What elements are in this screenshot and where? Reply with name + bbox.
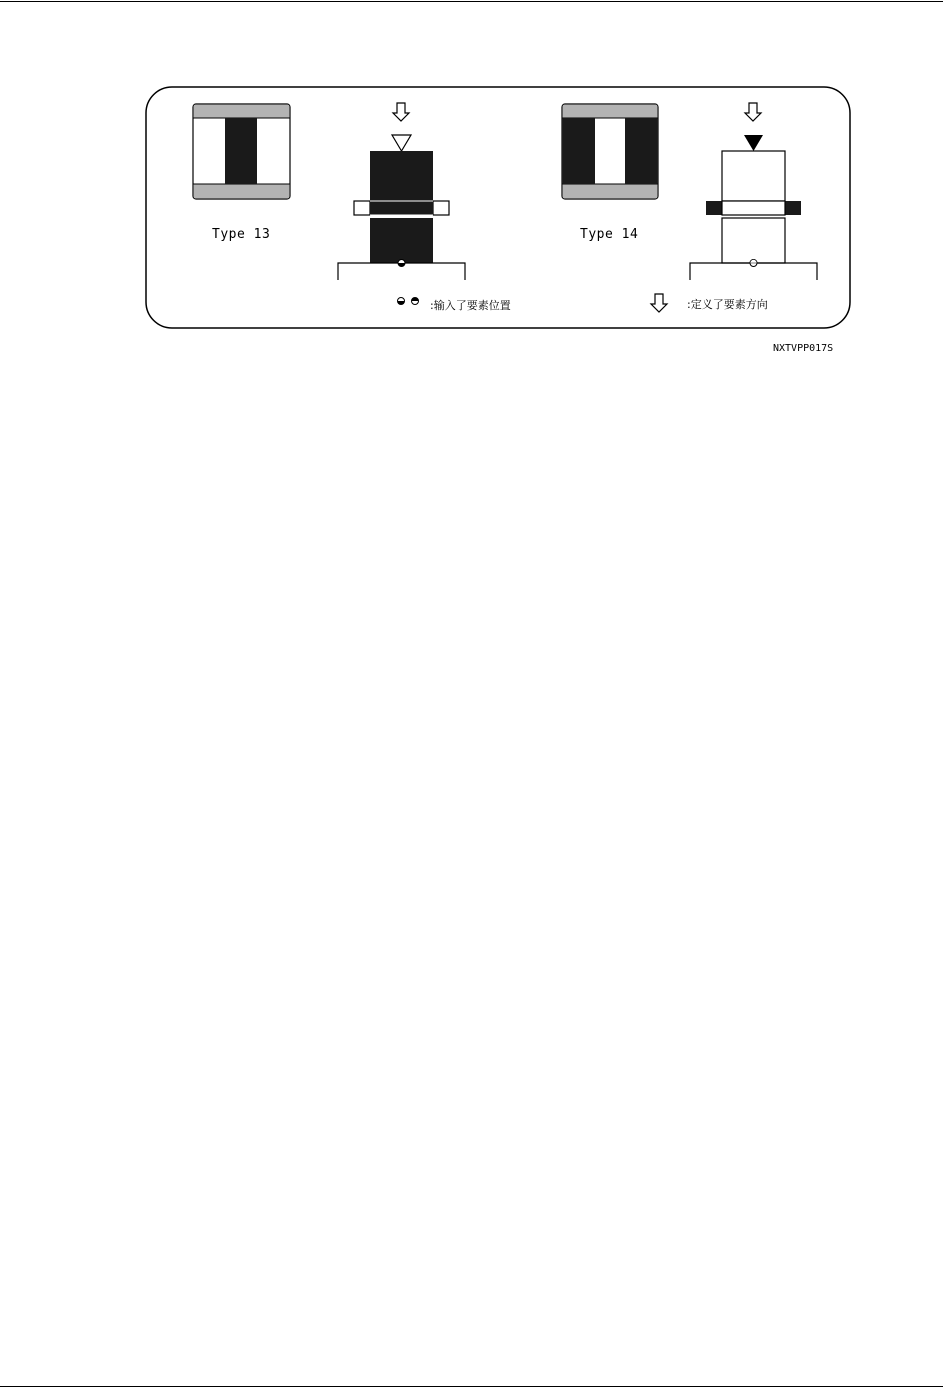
type14-icon-right-bar [625, 118, 657, 184]
type14-right-tab [785, 201, 801, 215]
type13-right-tab [433, 201, 449, 215]
diagram-figure [0, 0, 943, 400]
legend-direction-label: :定义了要素方向 [687, 298, 768, 311]
type13-open-triangle [392, 135, 411, 151]
legend-position-marker-icon-lower-half [398, 298, 405, 305]
type14-middle-band [722, 201, 785, 215]
legend-position-label: :输入了要素位置 [430, 299, 511, 312]
type13-label: Type 13 [212, 227, 271, 242]
type13-section [338, 103, 465, 280]
bottom-rule [0, 1386, 943, 1387]
type13-position-marker [398, 260, 405, 267]
type13-icon [193, 104, 290, 199]
type13-left-tab [354, 201, 370, 215]
type13-upper-block [370, 151, 433, 201]
figure-code-label: NXTVPP017S [773, 343, 834, 354]
type14-icon-bottom-band [563, 184, 658, 198]
type14-left-tab [706, 201, 722, 215]
type14-direction-arrow [745, 103, 761, 121]
type14-icon [562, 104, 658, 199]
type14-position-marker [750, 260, 757, 267]
type13-middle-band [370, 201, 433, 215]
legend-direction-arrow-icon [651, 294, 667, 312]
type14-icon-top-band [563, 105, 658, 118]
type14-icon-left-bar [563, 118, 595, 184]
type14-solid-triangle [744, 135, 763, 151]
type13-icon-center-bar [225, 118, 257, 184]
type14-label: Type 14 [580, 227, 639, 242]
type14-section [690, 103, 817, 280]
type13-icon-bottom-band [194, 184, 290, 198]
type13-direction-arrow [393, 103, 409, 121]
legend-position-marker-icon-upper-half [412, 298, 419, 305]
type14-lower-block [722, 218, 785, 263]
type14-upper-block [722, 151, 785, 201]
type13-icon-top-band [194, 105, 290, 118]
type13-lower-block [370, 218, 433, 263]
